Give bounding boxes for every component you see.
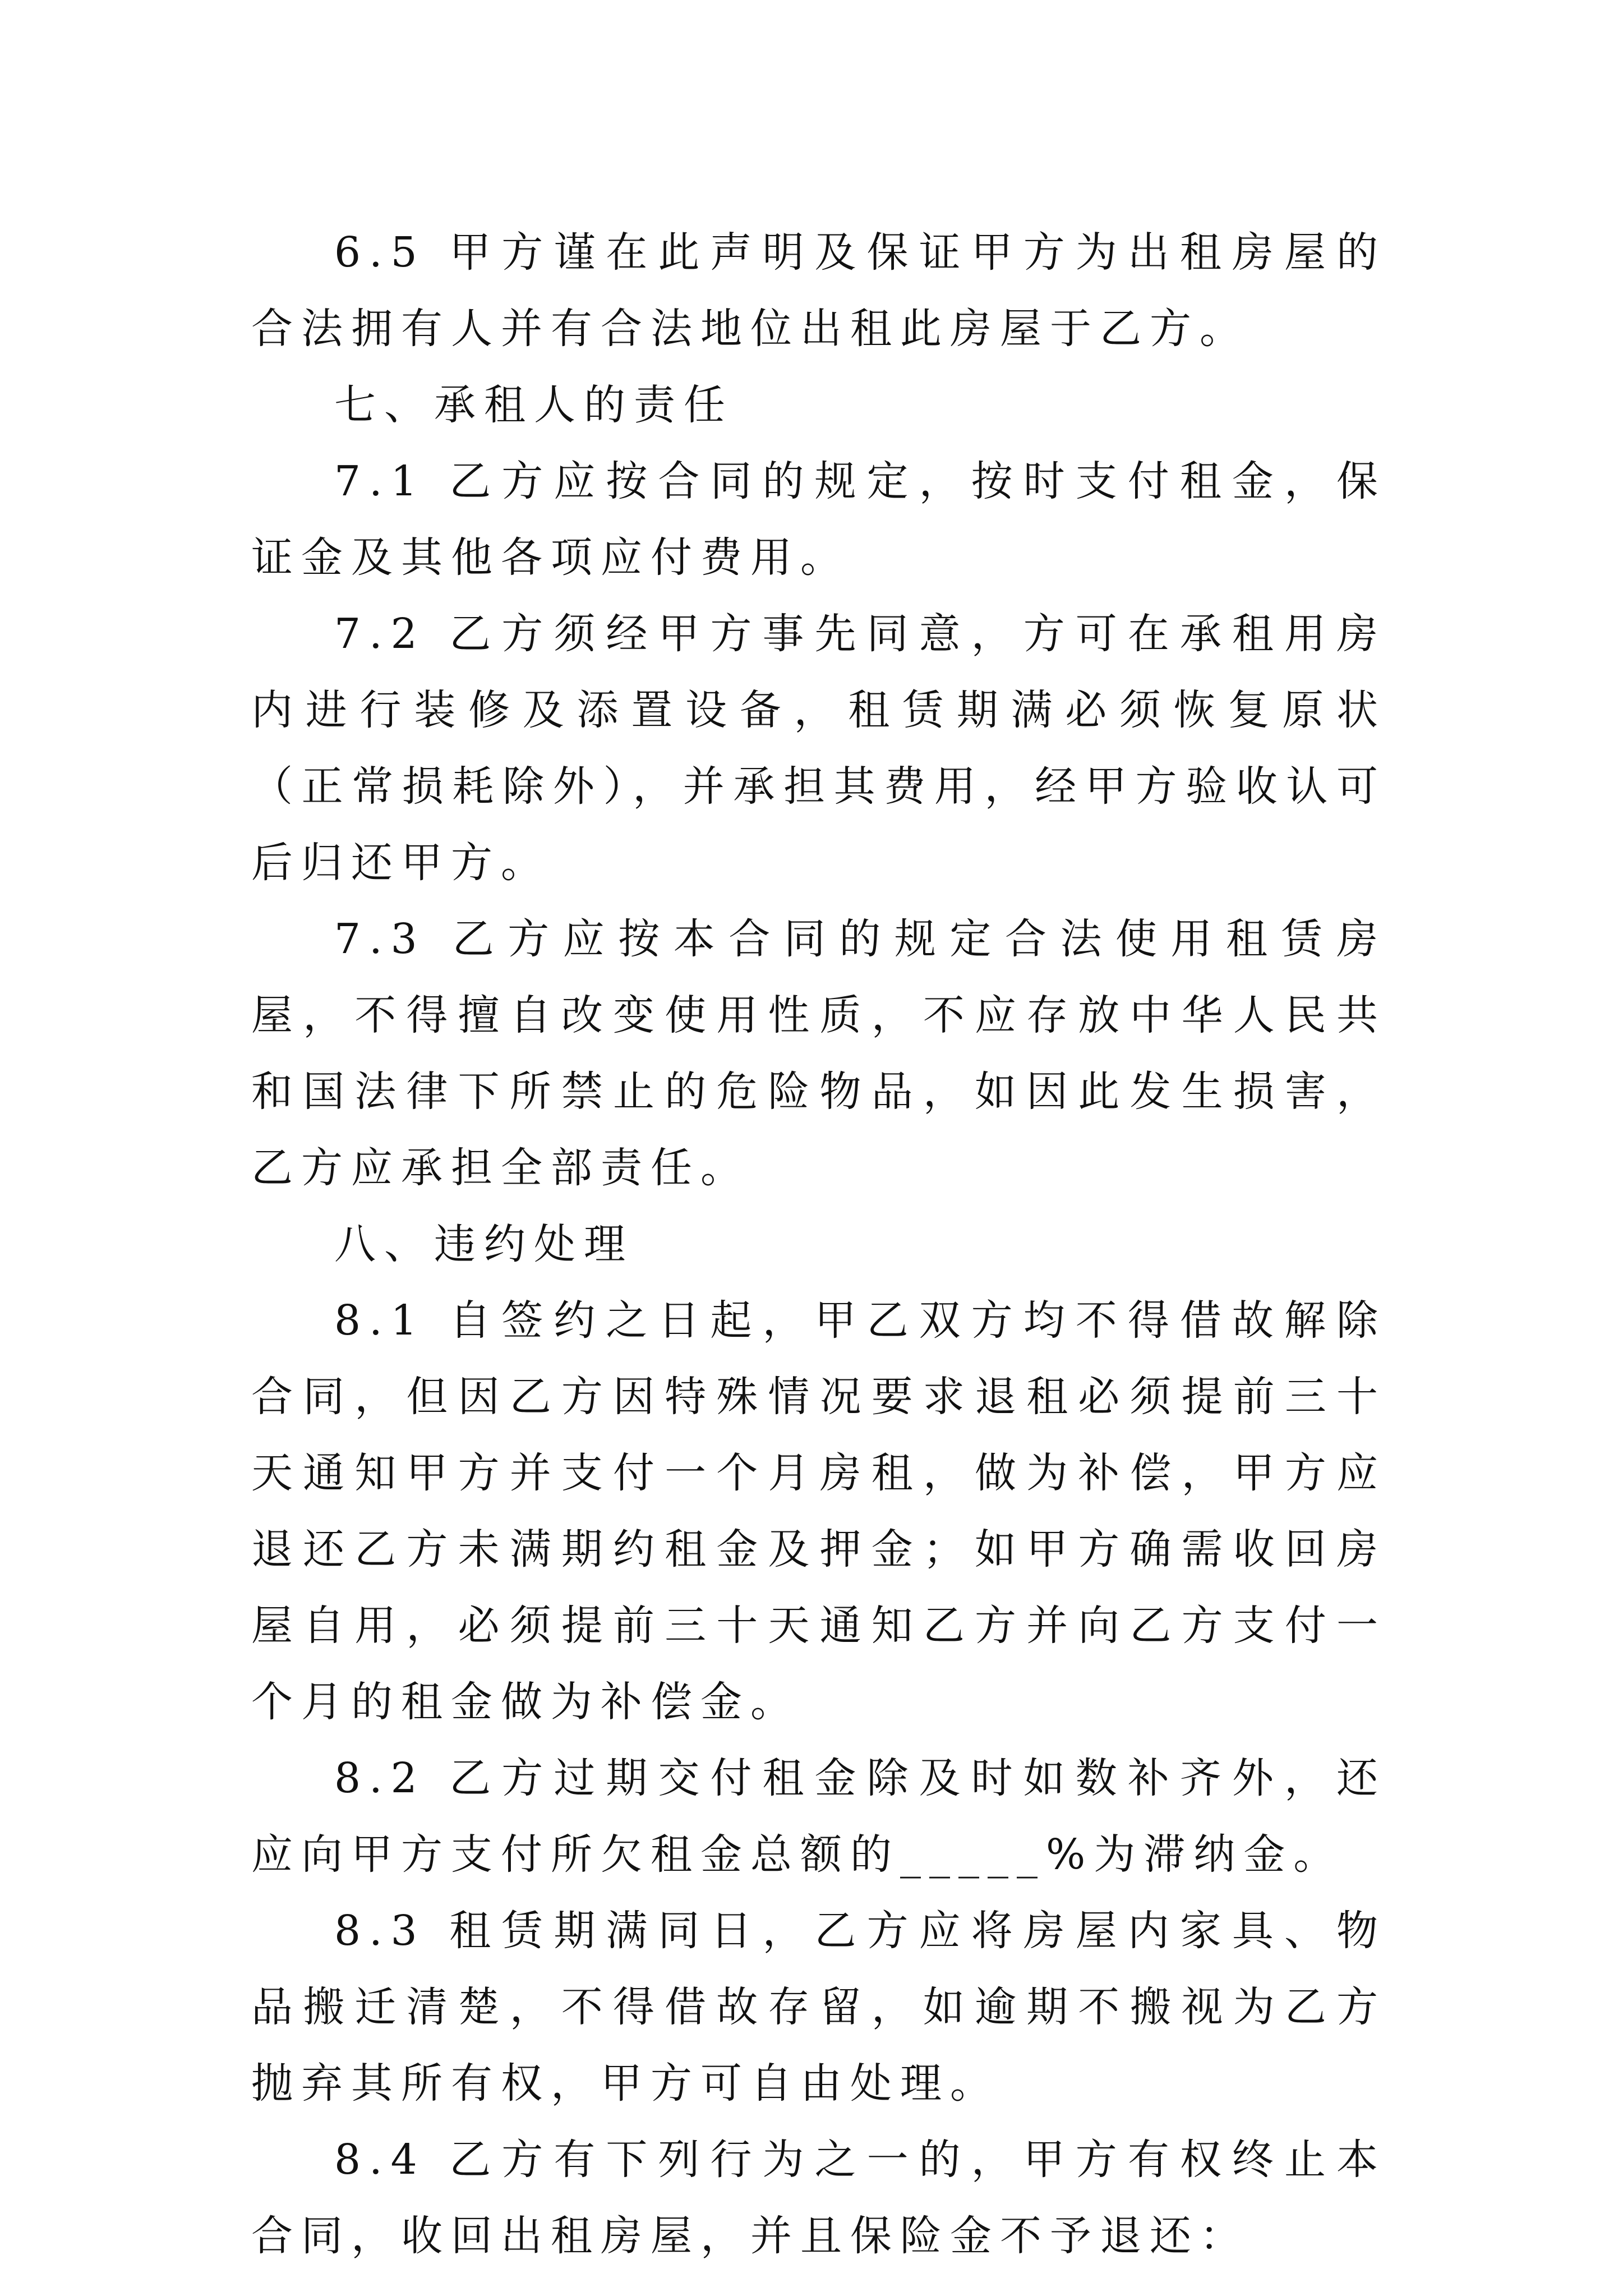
clause-7-1: 7.1 乙方应按合同的规定，按时支付租金，保证金及其他各项应付费用。	[251, 457, 1386, 582]
clause-8-1: 8.1 自签约之日起，甲乙双方均不得借故解除合同，但因乙方因特殊情况要求退租必须提前三十天通知甲方并支付一个月房租，做为补偿，甲方应退还乙方未满期约租金及押金；如甲方确需收回房屋自用，必须提前三十天通知乙方并向乙方支付一个月的租金做为补偿金。	[251, 1296, 1386, 1726]
clause-6-5: 6.5 甲方谨在此声明及保证甲方为出租房屋的合法拥有人并有合法地位出租此房屋于乙方。	[251, 228, 1386, 353]
clause-8-2: 8.2 乙方过期交付租金除及时如数补齐外，还应向甲方支付所欠租金总额的_____%为滞纳金。	[251, 1754, 1386, 1879]
clause-7-3: 7.3 乙方应按本合同的规定合法使用租赁房屋，不得擅自改变使用性质，不应存放中华人民共和国法律下所禁止的危险物品，如因此发生损害，乙方应承担全部责任。	[251, 915, 1386, 1192]
section-heading-lessee-responsibility: 七、承租人的责任	[334, 381, 734, 429]
clause-8-3: 8.3 租赁期满同日，乙方应将房屋内家具、物品搬迁清楚，不得借故存留，如逾期不搬视为乙方抛弃其所有权，甲方可自由处理。	[251, 1907, 1386, 2108]
clause-7-2: 7.2 乙方须经甲方事先同意，方可在承租用房内进行装修及添置设备，租赁期满必须恢复原状（正常损耗除外），并承担其费用，经甲方验收认可后归还甲方。	[251, 610, 1386, 887]
document-page	[251, 214, 1386, 2274]
clause-8-4: 8.4 乙方有下列行为之一的，甲方有权终止本合同，收回出租房屋，并且保险金不予退还：	[251, 2136, 1386, 2260]
section-heading-breach-handling: 八、违约处理	[334, 1220, 634, 1268]
